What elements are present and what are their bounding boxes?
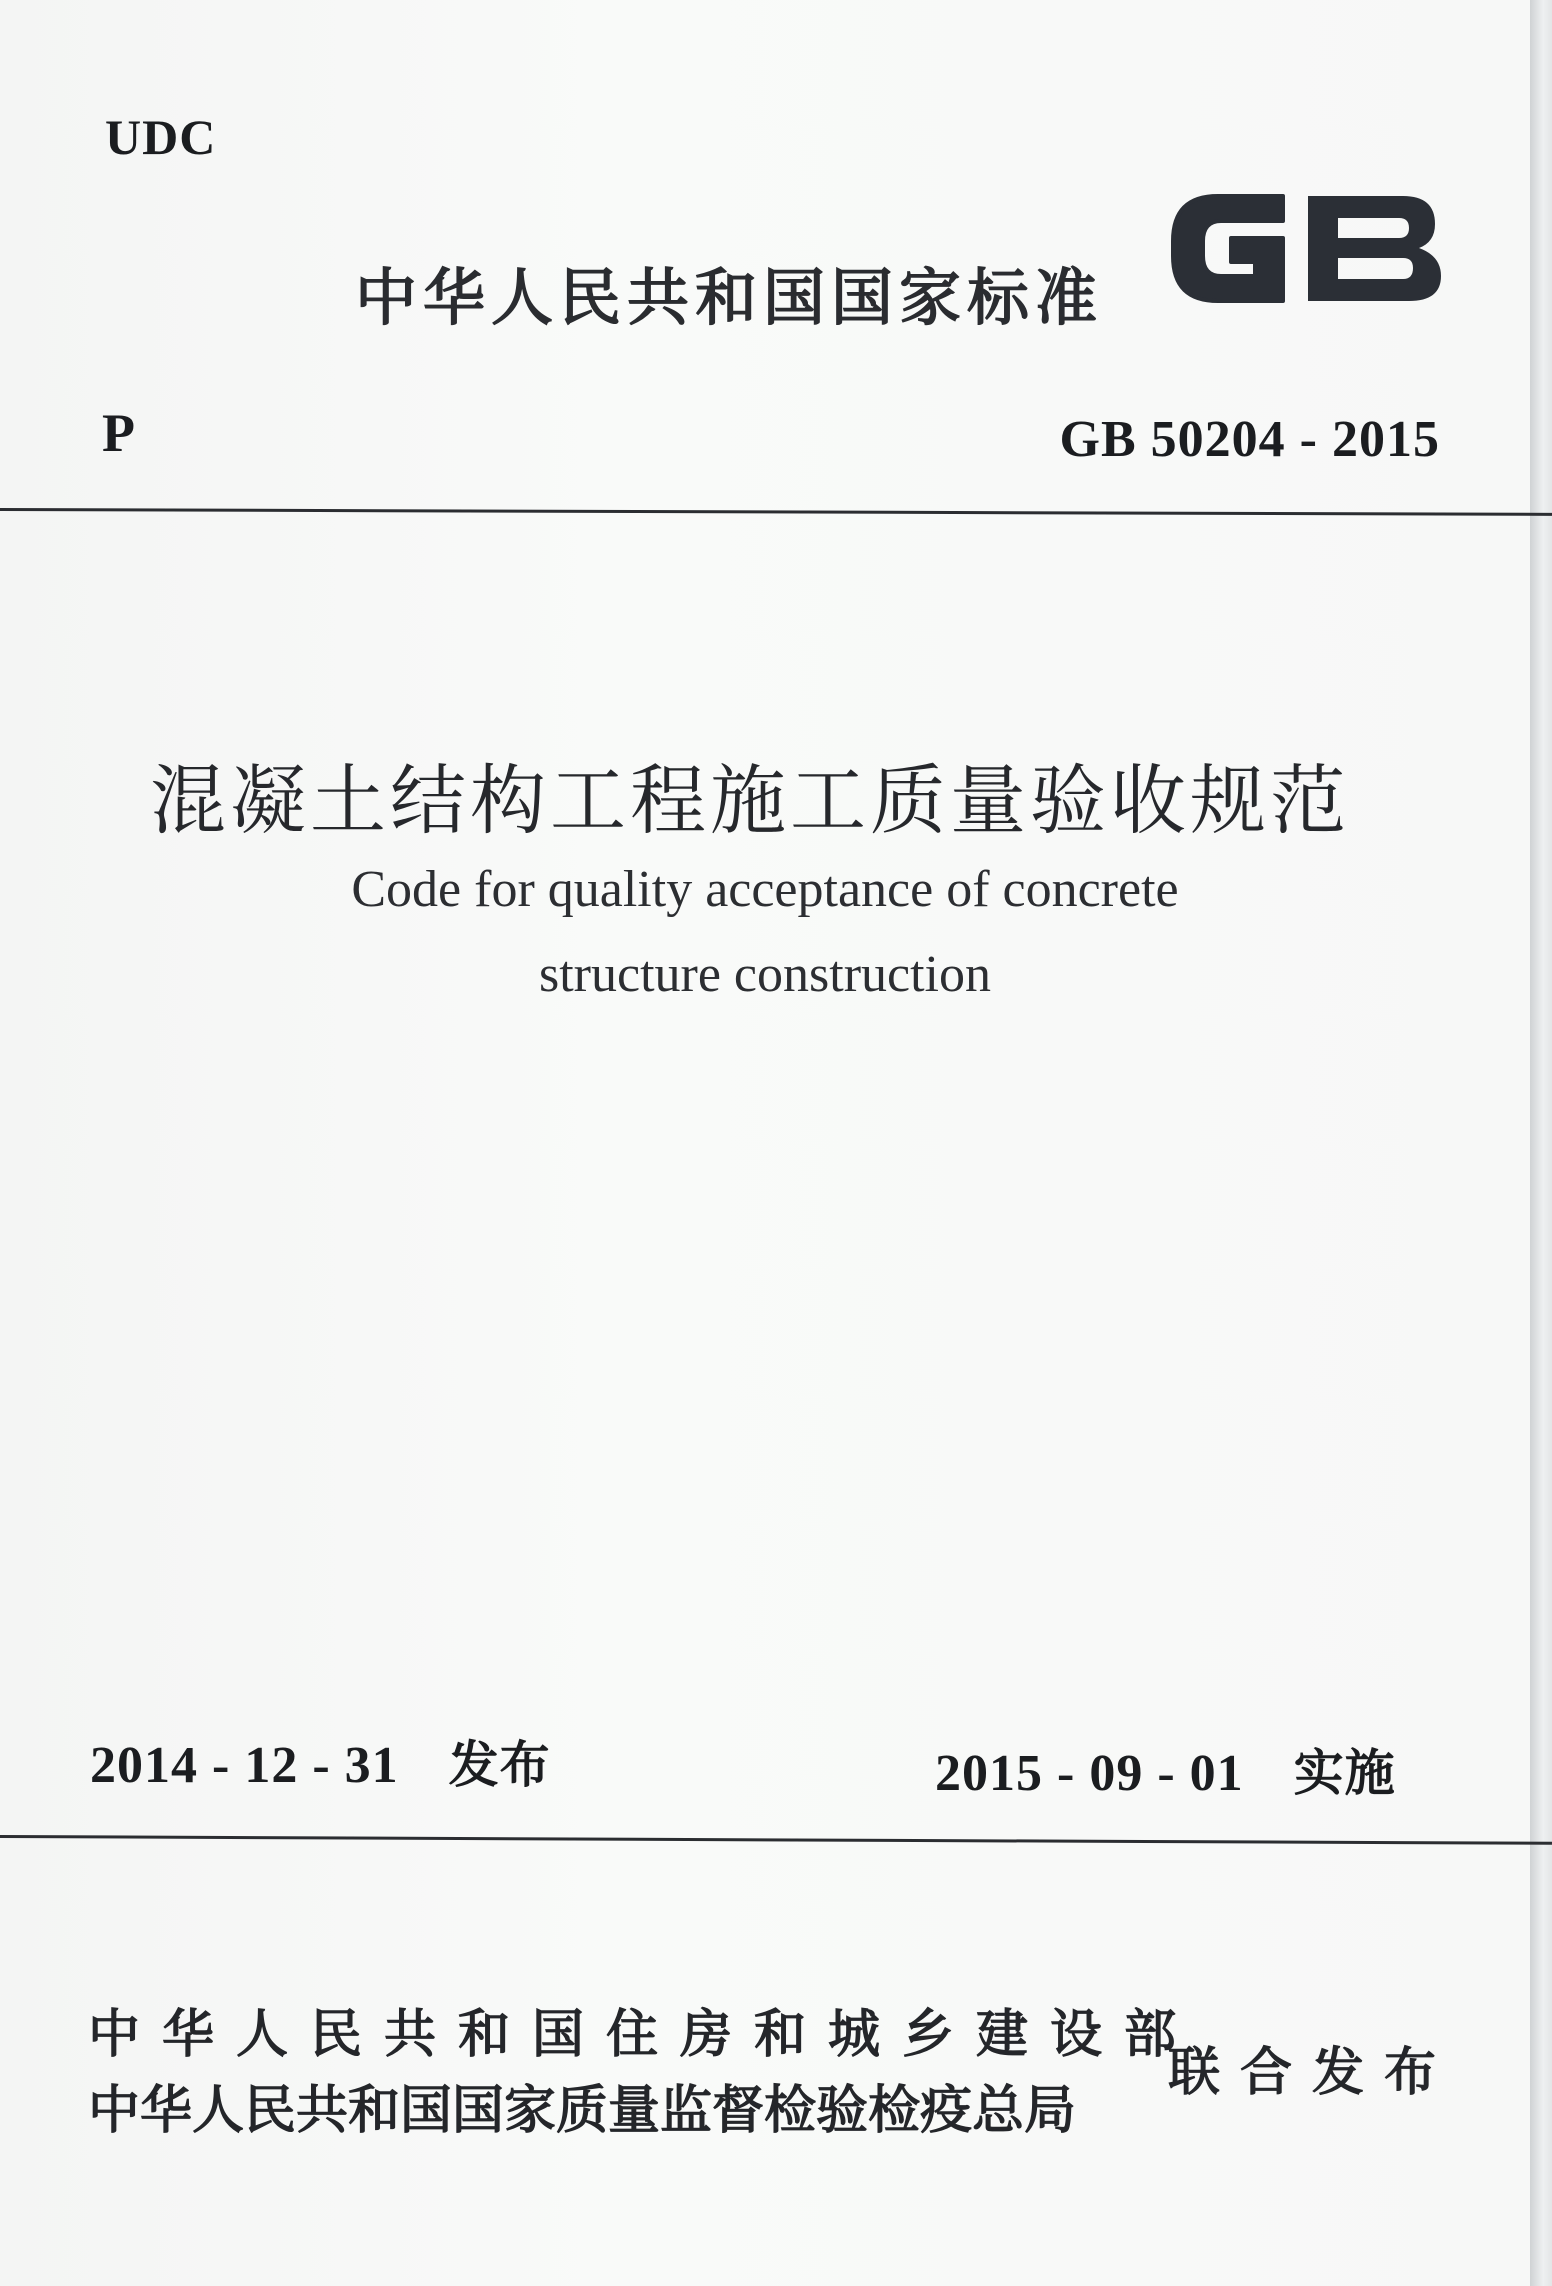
issue-date-block xyxy=(90,1725,551,1797)
gb-logo xyxy=(1163,176,1448,321)
standard-number: GB 50204 - 2015 xyxy=(1059,411,1440,468)
issue-label: 发布 xyxy=(448,1736,551,1794)
implementation-date-block xyxy=(935,1733,1396,1805)
implementation-label: 实施 xyxy=(1293,1744,1396,1802)
title-english-line1: Code for quality acceptance of concrete xyxy=(351,861,1179,918)
implementation-date: 2015 - 09 - 01 xyxy=(935,1745,1244,1802)
udc-label: UDC xyxy=(105,109,217,165)
issue-date: 2014 - 12 - 31 xyxy=(90,1737,399,1794)
publisher-line1: 中华人民共和国住房和城乡建设部 xyxy=(88,2005,1199,2065)
category-code: P xyxy=(102,403,135,463)
page-edge xyxy=(1530,0,1552,2286)
publisher-line2: 中华人民共和国国家质量监督检验检疫总局 xyxy=(88,2081,1077,2141)
title-english-line2: structure construction xyxy=(539,946,991,1003)
joint-publish-label: 联合发布 xyxy=(1168,2043,1457,2103)
national-standard-heading: 中华人民共和国国家标准 xyxy=(355,261,1104,334)
title-chinese: 混凝土结构工程施工质量验收规范 xyxy=(150,756,1350,845)
